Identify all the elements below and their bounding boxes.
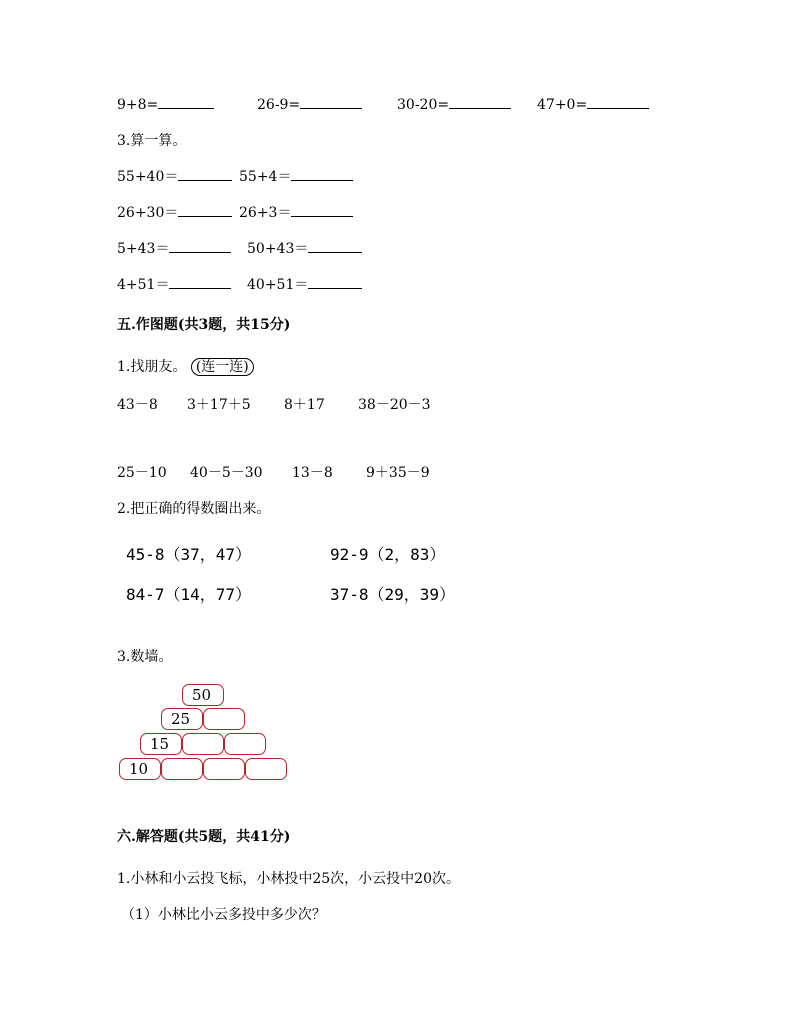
match-item[interactable]: 9＋35－9: [366, 465, 430, 481]
match-item[interactable]: 8＋17: [284, 397, 325, 413]
equation-text: 26+30＝: [117, 205, 179, 221]
question-title: [117, 356, 254, 376]
equation-text: 26+3＝: [239, 205, 292, 221]
equation-text: 47+0=: [537, 97, 588, 113]
question-text: 1.找朋友。: [117, 359, 187, 375]
choice-item[interactable]: 37-8（29，39）: [330, 585, 456, 604]
answer-blank[interactable]: [169, 238, 231, 253]
wall-brick: 25: [161, 708, 203, 730]
equation-item: [537, 94, 649, 113]
equation-text: 26-9=: [257, 97, 301, 113]
connect-note: (连一连): [191, 358, 254, 376]
answer-blank[interactable]: [169, 274, 231, 289]
question-title: 3.数墙。: [117, 649, 173, 665]
choice-item[interactable]: 45-8（37，47）: [126, 545, 252, 564]
answer-blank[interactable]: [291, 166, 353, 181]
match-item[interactable]: 40－5－30: [190, 465, 263, 481]
answer-blank[interactable]: [308, 238, 362, 253]
wall-brick-empty[interactable]: [203, 708, 245, 730]
match-item[interactable]: 38－20－3: [358, 397, 431, 413]
section-title: 六.解答题(共5题，共41分): [117, 829, 291, 845]
question-title: 3.算一算。: [117, 133, 187, 149]
equation-text: 9+8=: [117, 97, 159, 113]
equation-item: [117, 202, 232, 222]
equation-item: [117, 94, 214, 113]
wall-brick-empty[interactable]: [224, 733, 266, 755]
answer-blank[interactable]: [291, 202, 353, 217]
equation-item: [239, 202, 353, 222]
match-item[interactable]: 43－8: [117, 397, 158, 413]
equation-text: 55+4＝: [239, 169, 292, 185]
answer-blank[interactable]: [449, 94, 511, 109]
wall-brick-empty[interactable]: [182, 733, 224, 755]
equation-text: 40+51＝: [247, 277, 309, 293]
wall-brick: 50: [182, 684, 224, 706]
choice-item[interactable]: 84-7（14，77）: [126, 585, 252, 604]
equation-item: [239, 166, 353, 186]
equation-text: 55+40＝: [117, 169, 179, 185]
equation-item: [257, 94, 362, 113]
equation-item: [117, 238, 231, 258]
choice-item[interactable]: 92-9（2，83）: [330, 545, 446, 564]
match-item[interactable]: 25－10: [117, 465, 167, 481]
equation-item: [117, 166, 232, 186]
match-item[interactable]: 13－8: [292, 465, 333, 481]
answer-blank[interactable]: [158, 94, 214, 109]
wall-brick: 15: [140, 733, 182, 755]
match-item[interactable]: 3＋17＋5: [187, 397, 251, 413]
equation-text: 4+51＝: [117, 277, 170, 293]
answer-blank[interactable]: [308, 274, 362, 289]
question-text: 1.小林和小云投飞标，小林投中25次，小云投中20次。: [117, 871, 460, 887]
equation-text: 30-20=: [397, 97, 450, 113]
wall-brick: 10: [119, 758, 161, 780]
equation-item: [247, 238, 362, 258]
wall-brick-empty[interactable]: [245, 758, 287, 780]
equation-item: [397, 94, 511, 113]
equation-item: [247, 274, 362, 294]
equation-text: 5+43＝: [117, 241, 170, 257]
answer-blank[interactable]: [178, 166, 232, 181]
wall-brick-empty[interactable]: [203, 758, 245, 780]
answer-blank[interactable]: [587, 94, 649, 109]
question-title: 2.把正确的得数圈出来。: [117, 501, 271, 517]
equation-text: 50+43＝: [247, 241, 309, 257]
section-title: 五.作图题(共3题，共15分): [117, 317, 291, 333]
answer-blank[interactable]: [300, 94, 362, 109]
wall-brick-empty[interactable]: [161, 758, 203, 780]
equation-item: [117, 274, 231, 294]
sub-question-text: （1）小林比小云多投中多少次？: [121, 907, 326, 923]
answer-blank[interactable]: [178, 202, 232, 217]
